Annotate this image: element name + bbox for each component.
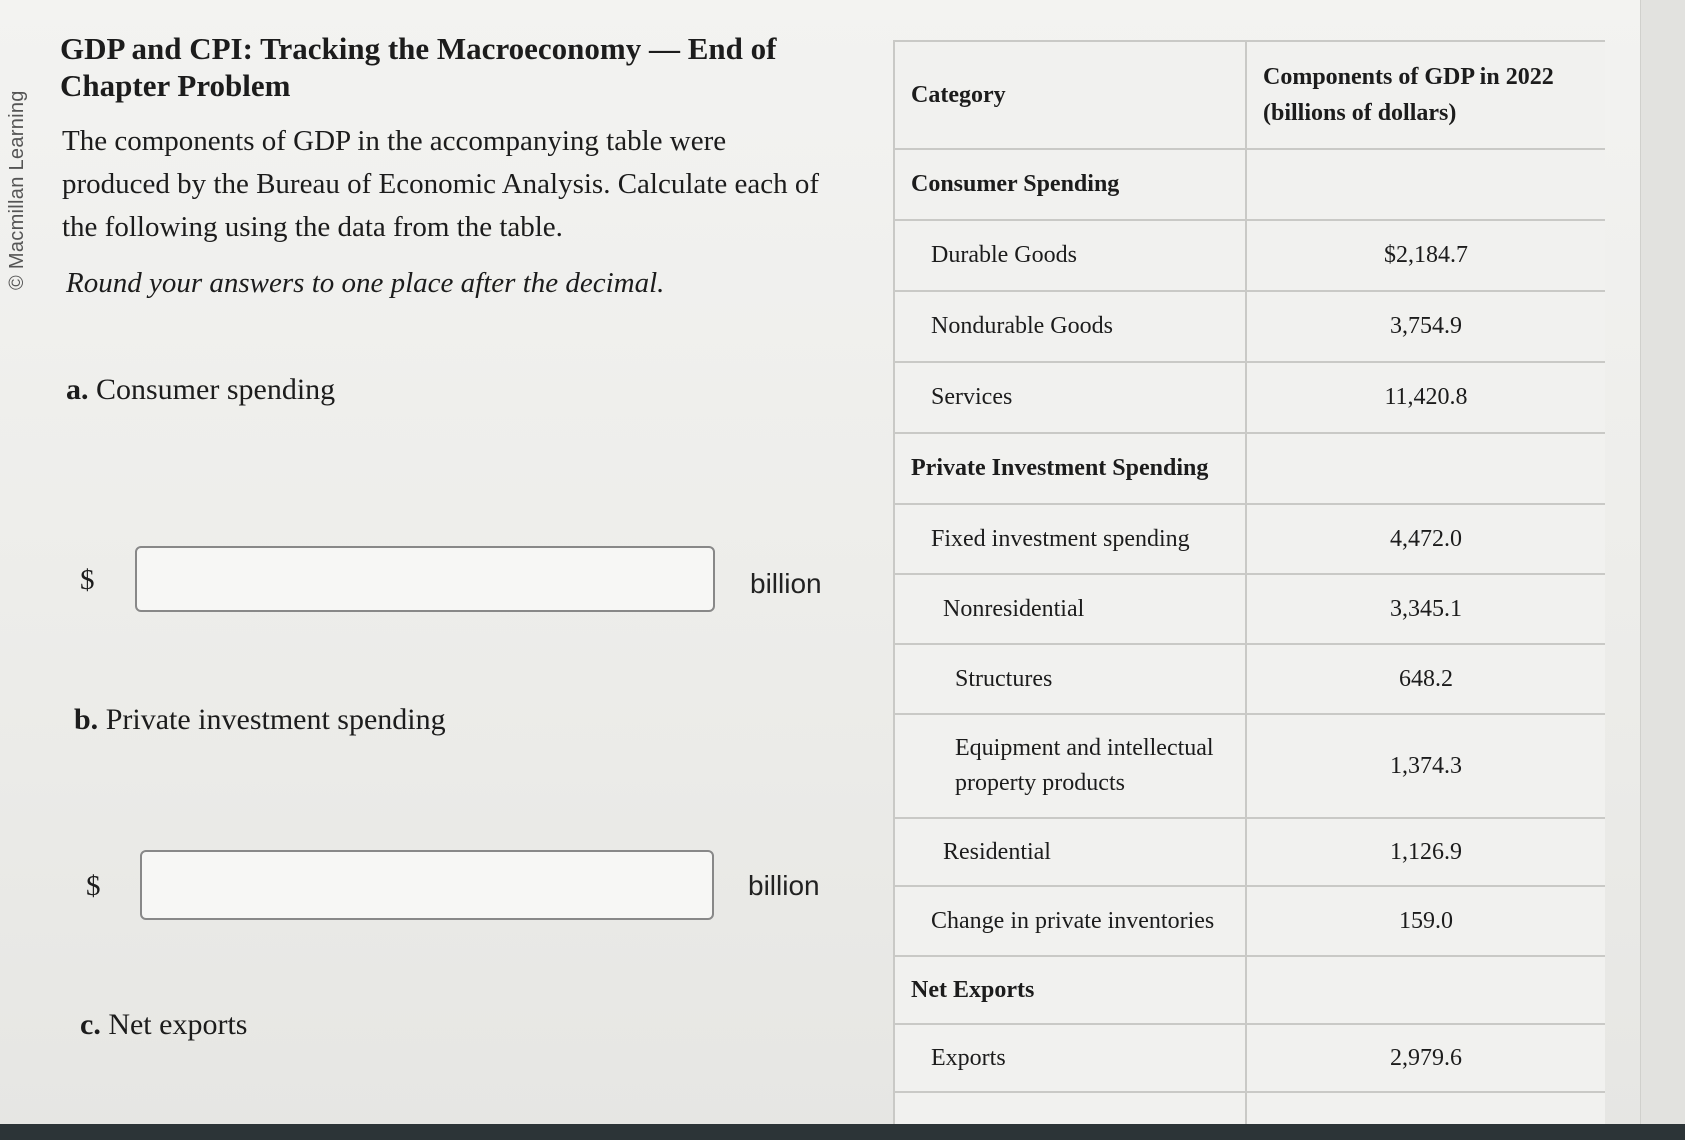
problem-title: GDP and CPI: Tracking the Macroeconomy — End of Chapter Problem <box>60 31 777 103</box>
table-cell-category: Change in private inventories <box>894 886 1246 956</box>
table-cell-value <box>1246 1092 1605 1124</box>
table-row <box>894 886 1605 956</box>
table-cell-value: 4,472.0 <box>1246 504 1605 574</box>
table-cell-category: Exports <box>894 1024 1246 1092</box>
question-a-text: Consumer spending <box>96 373 336 406</box>
table-row <box>894 149 1605 220</box>
table-cell-category <box>894 1092 1246 1124</box>
table-row <box>894 433 1605 504</box>
question-b-currency: $ <box>86 870 101 902</box>
table-cell-value <box>1246 149 1605 220</box>
screen-bezel <box>0 1124 1685 1140</box>
table-row <box>894 818 1605 886</box>
table-row <box>894 362 1605 433</box>
question-b-unit: billion <box>748 870 820 901</box>
table-cell-value: 3,345.1 <box>1246 574 1605 644</box>
table-cell-category: Nonresidential <box>894 574 1246 644</box>
question-b-label <box>74 703 446 737</box>
table-cell-category: Durable Goods <box>894 220 1246 291</box>
question-c-text: Net exports <box>108 1008 248 1041</box>
page-edge <box>1640 0 1685 1124</box>
problem-intro: The components of GDP in the accompanying table were produced by the Bureau of Economic Analysis. Calculate each of the following using the data from the table. <box>62 125 819 243</box>
table-row <box>894 291 1605 362</box>
table-cell-value: 11,420.8 <box>1246 362 1605 433</box>
table-row <box>894 956 1605 1024</box>
table-cell-value: 3,754.9 <box>1246 291 1605 362</box>
question-b-letter: b. <box>74 703 99 736</box>
table-row <box>894 714 1605 818</box>
question-a-unit: billion <box>750 568 822 599</box>
table-row <box>894 1024 1605 1092</box>
question-a-currency: $ <box>80 564 95 596</box>
table-row <box>894 504 1605 574</box>
table-cell-category: Fixed investment spending <box>894 504 1246 574</box>
question-c-label <box>80 1008 247 1042</box>
table-cell-value: 159.0 <box>1246 886 1605 956</box>
table-header-row <box>894 41 1605 149</box>
table-cell-value: 1,374.3 <box>1246 714 1605 818</box>
table-header-category: Category <box>894 41 1246 149</box>
table-cell-category: Private Investment Spending <box>894 433 1246 504</box>
copyright-watermark: © Macmillan Learning <box>6 90 28 290</box>
consumer-spending-input[interactable] <box>135 546 715 612</box>
question-a-letter: a. <box>66 373 89 406</box>
table-cell-category: Structures <box>894 644 1246 714</box>
table-cell-value: 648.2 <box>1246 644 1605 714</box>
gdp-table-container <box>893 40 1605 1124</box>
table-cell-category: Nondurable Goods <box>894 291 1246 362</box>
private-investment-input[interactable] <box>140 850 714 920</box>
table-header-value: Components of GDP in 2022 (billions of dollars) <box>1246 41 1605 149</box>
table-cell-category: Equipment and intellectual property products <box>894 714 1246 818</box>
question-a-label <box>66 373 335 407</box>
table-cell-value <box>1246 956 1605 1024</box>
rounding-instruction: Round your answers to one place after the decimal. <box>66 267 665 299</box>
table-cell-category: Net Exports <box>894 956 1246 1024</box>
table-row <box>894 1092 1605 1124</box>
table-cell-category: Services <box>894 362 1246 433</box>
table-row <box>894 574 1605 644</box>
table-row <box>894 220 1605 291</box>
table-cell-value: 1,126.9 <box>1246 818 1605 886</box>
question-c-letter: c. <box>80 1008 101 1041</box>
table-cell-value <box>1246 433 1605 504</box>
table-cell-category: Residential <box>894 818 1246 886</box>
table-row <box>894 644 1605 714</box>
question-b-text: Private investment spending <box>105 703 446 736</box>
gdp-components-table <box>893 40 1605 1124</box>
table-cell-value: 2,979.6 <box>1246 1024 1605 1092</box>
table-cell-category: Consumer Spending <box>894 149 1246 220</box>
table-cell-value: $2,184.7 <box>1246 220 1605 291</box>
